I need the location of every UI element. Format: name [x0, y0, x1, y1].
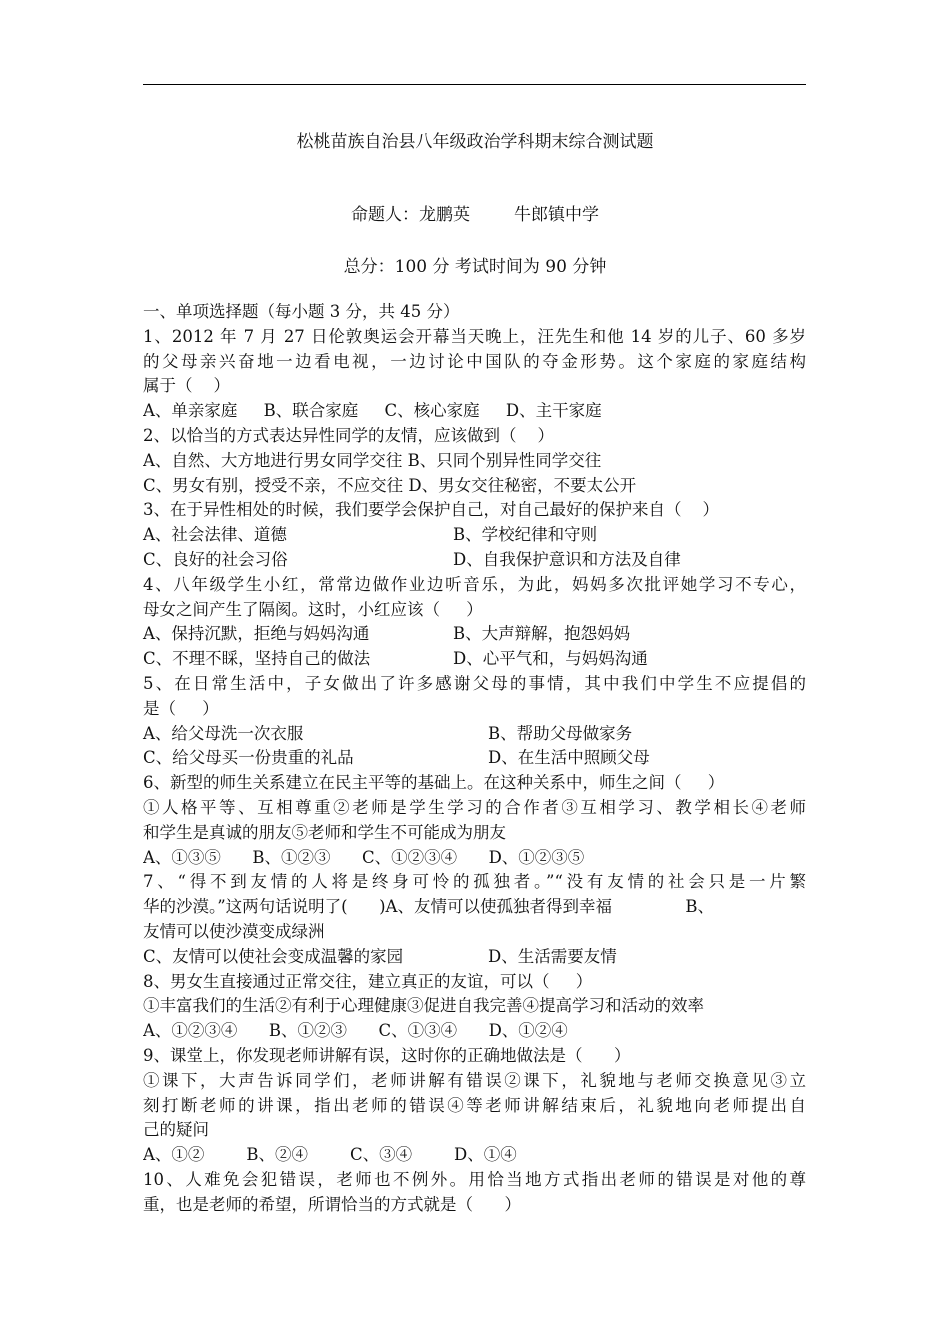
question-4-line: 母女之间产生了隔阂。这时，小红应该（ ）	[143, 599, 483, 619]
question-4-options	[143, 622, 806, 647]
option-a: A、保持沉默，拒绝与妈妈沟通	[143, 624, 370, 644]
question-1-options: A、单亲家庭 B、联合家庭 C、核心家庭 D、主干家庭	[143, 401, 602, 421]
question-3-options	[143, 523, 806, 548]
question-6-options: A、①③⑤ B、①②③ C、①②③④ D、①②③⑤	[143, 847, 585, 867]
question-9-line: 9、课堂上，你发现老师讲解有误，这时你的正确地做法是（ ）	[143, 1045, 631, 1065]
question-3-options	[143, 548, 806, 573]
option-b: B、大声辩解，抱怨妈妈	[453, 624, 631, 644]
question-7-line: 7、“得不到友情的人将是终身可怜的孤独者。”“没有友情的社会只是一片繁	[143, 872, 806, 892]
section-heading: 一、单项选择题（每小题 3 分，共 45 分）	[143, 302, 460, 321]
question-5-line: 是（ ）	[143, 698, 219, 718]
question-6-line: 6、新型的师生关系建立在民主平等的基础上。在这种关系中，师生之间（ ）	[143, 773, 725, 793]
question-6-line: 和学生是真诚的朋友⑤老师和学生不可能成为朋友	[143, 822, 506, 842]
exam-body	[143, 300, 806, 1217]
question-6-line: ①人格平等、互相尊重②老师是学生学习的合作者③互相学习、教学相长④老师	[143, 797, 806, 817]
author-line	[0, 200, 950, 225]
option-c: C、给父母买一份贵重的礼品	[143, 748, 354, 768]
option-c: C、不理不睬，坚持自己的做法	[143, 649, 371, 669]
question-4-line: 4、八年级学生小红，常常边做作业边听音乐，为此，妈妈多次批评她学习不专心，	[143, 574, 806, 594]
question-1-line: 1、2012 年 7 月 27 日伦敦奥运会开幕当天晚上，汪先生和他 14 岁的儿子、60 多岁	[143, 326, 806, 346]
question-5-options	[143, 722, 806, 747]
question-2-options: C、男女有别，授受不亲，不应交往 D、男女交往秘密，不要太公开	[143, 475, 637, 495]
question-2-options: A、自然、大方地进行男女同学交往 B、只同个别异性同学交往	[143, 450, 602, 470]
exam-title: 松桃苗族自治县八年级政治学科期末综合测试题	[296, 132, 654, 152]
question-9-options: A、①② B、②④ C、③④ D、①④	[143, 1145, 517, 1165]
question-1-line: 的父母亲兴奋地一边看电视，一边讨论中国队的夺金形势。这个家庭的家庭结构	[143, 351, 806, 371]
question-7-line: 友情可以使沙漠变成绿洲	[143, 921, 325, 941]
option-b: B、帮助父母做家务	[488, 723, 633, 743]
question-9-line: 己的疑问	[143, 1120, 209, 1140]
option-d: D、心平气和，与妈妈沟通	[453, 649, 648, 669]
question-8-options: A、①②③④ B、①②③ C、①③④ D、①②④	[143, 1021, 568, 1041]
option-a: A、给父母洗一次衣服	[143, 723, 304, 743]
option-b: B、学校纪律和守则	[453, 525, 598, 545]
question-10-line: 重，也是老师的希望，所谓恰当的方式就是（ ）	[143, 1194, 521, 1214]
option-d: D、生活需要友情	[488, 946, 617, 966]
option-c: C、友情可以使社会变成温馨的家园	[143, 946, 404, 966]
question-1-line: 属于（ ）	[143, 376, 230, 396]
question-5-options	[143, 746, 806, 771]
question-2-stem: 2、以恰当的方式表达异性同学的友情，应该做到（ ）	[143, 425, 554, 445]
author-label: 命题人：龙鹏英	[351, 205, 470, 225]
question-7-options	[143, 945, 806, 970]
score-time-line: 总分：100 分 考试时间为 90 分钟	[343, 257, 607, 277]
question-9-line: ①课下，大声告诉同学们，老师讲解有错误②课下，礼貌地与老师交换意见③立	[143, 1070, 806, 1090]
question-3-stem: 3、在于异性相处的时候，我们要学会保护自己，对自己最好的保护来自（ ）	[143, 500, 719, 520]
question-5-line: 5、在日常生活中，子女做出了许多感谢父母的事情，其中我们中学生不应提倡的	[143, 673, 806, 693]
question-7-line: 华的沙漠。”这两句话说明了( )A、友情可以使孤独者得到幸福 B、	[143, 897, 714, 917]
option-a: A、社会法律、道德	[143, 525, 287, 545]
header-rule	[143, 84, 806, 85]
option-d: D、自我保护意识和方法及自律	[453, 549, 681, 569]
question-8-line: 8、男女生直接通过正常交往，建立真正的友谊，可以（ ）	[143, 971, 593, 991]
question-10-line: 10、人难免会犯错误，老师也不例外。用恰当地方式指出老师的错误是对他的尊	[143, 1169, 806, 1189]
question-8-line: ①丰富我们的生活②有利于心理健康③促进自我完善④提高学习和活动的效率	[143, 996, 704, 1016]
question-9-line: 刻打断老师的讲课，指出老师的错误④等老师讲解结束后，礼貌地向老师提出自	[143, 1095, 806, 1115]
option-d: D、在生活中照顾父母	[488, 748, 650, 768]
school-name: 牛郎镇中学	[514, 205, 599, 225]
option-c: C、良好的社会习俗	[143, 549, 288, 569]
question-4-options	[143, 647, 806, 672]
